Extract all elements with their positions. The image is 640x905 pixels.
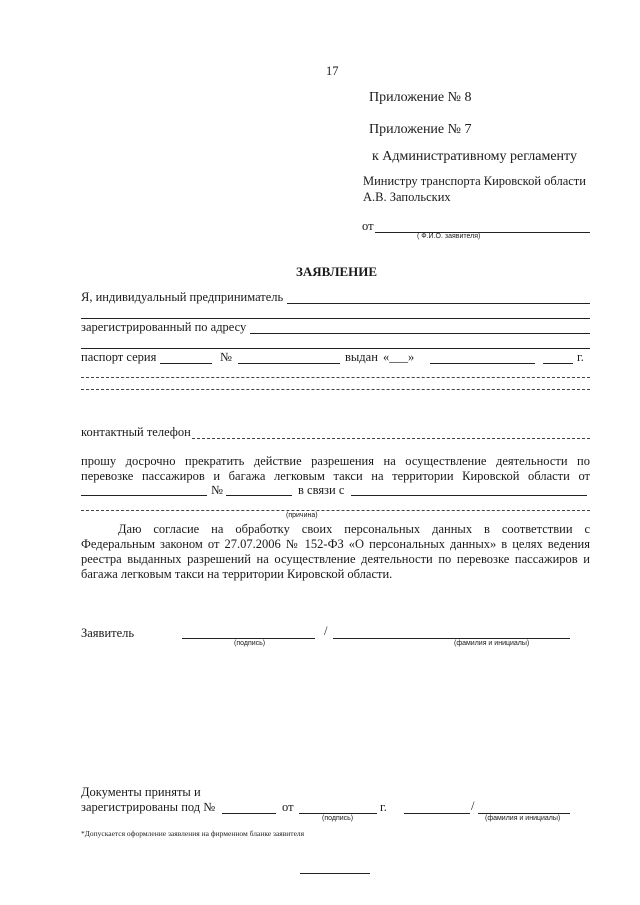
registration-year-suffix: г. bbox=[380, 800, 387, 814]
appendix-8-label: Приложение № 8 bbox=[369, 90, 472, 105]
footnote: *Допускается оформление заявления на фирменном бланке заявителя bbox=[81, 829, 305, 838]
from-label: от bbox=[362, 219, 374, 233]
reason-label: в связи с bbox=[298, 483, 345, 497]
passport-number-line[interactable] bbox=[238, 363, 340, 364]
registered-label: зарегистрированы под № bbox=[81, 800, 216, 814]
passport-series-label: паспорт серия bbox=[81, 350, 157, 364]
registrar-name-caption: (фамилия и инициалы) bbox=[485, 815, 561, 822]
applicant-name-caption: ( Ф.И.О. заявителя) bbox=[417, 233, 481, 240]
entrepreneur-name-line[interactable] bbox=[287, 303, 590, 304]
applicant-signature-line[interactable] bbox=[182, 638, 315, 639]
page-number: 17 bbox=[326, 64, 339, 78]
address-label: зарегистрированный по адресу bbox=[81, 320, 247, 334]
applicant-name-line[interactable] bbox=[375, 232, 590, 233]
issued-label: выдан bbox=[345, 350, 378, 364]
registration-from-label: от bbox=[282, 800, 294, 814]
permit-number-label: № bbox=[211, 483, 223, 497]
address-line[interactable] bbox=[250, 333, 590, 334]
registrar-signature-caption: (подпись) bbox=[322, 815, 354, 822]
registration-date-line[interactable] bbox=[299, 813, 377, 814]
document-title: ЗАЯВЛЕНИЕ bbox=[296, 264, 378, 279]
passport-series-line[interactable] bbox=[160, 363, 212, 364]
issued-month-line[interactable] bbox=[430, 363, 535, 364]
consent-line-4: багажа легковым такси на территории Кировской области. bbox=[81, 567, 393, 581]
consent-line-2: Федеральным законом от 27.07.2006 № 152-ФЗ «О персональных данных» в целях ведения bbox=[81, 537, 590, 551]
permit-number-line[interactable] bbox=[226, 495, 292, 496]
signature-slash: / bbox=[324, 624, 328, 638]
issued-day-field[interactable]: «___» bbox=[383, 350, 415, 364]
phone-line[interactable] bbox=[192, 438, 590, 439]
passport-number-label: № bbox=[220, 350, 232, 364]
reason-extra-line[interactable] bbox=[81, 510, 590, 511]
registrar-name-line[interactable] bbox=[478, 813, 570, 814]
bottom-divider bbox=[300, 873, 370, 874]
applicant-label: Заявитель bbox=[81, 626, 135, 640]
registration-number-line[interactable] bbox=[222, 813, 276, 814]
appendix-7-label: Приложение № 7 bbox=[369, 122, 472, 137]
consent-line-3: реестра выданных разрешений на осуществление деятельности по перевозке пассажиров и bbox=[81, 552, 590, 566]
permit-date-line[interactable] bbox=[81, 495, 207, 496]
issued-year-line[interactable] bbox=[543, 363, 573, 364]
phone-label: контактный телефон bbox=[81, 425, 191, 439]
request-line-1: прошу досрочно прекратить действие разрешения на осуществление деятельности по bbox=[81, 454, 590, 468]
minister-name: А.В. Запольских bbox=[363, 190, 451, 204]
reason-caption: (причина) bbox=[286, 512, 318, 519]
reason-line[interactable] bbox=[351, 495, 587, 496]
issued-year-suffix: г. bbox=[577, 350, 584, 364]
request-line-2: перевозке пассажиров и багажа легковым такси на территории Кировской области от bbox=[81, 469, 590, 483]
ministry-addressee: Министру транспорта Кировской области bbox=[363, 174, 586, 188]
registrar-signature-line[interactable] bbox=[404, 813, 470, 814]
entrepreneur-extra-line[interactable] bbox=[81, 318, 590, 319]
signature-caption: (подпись) bbox=[234, 640, 266, 647]
accepted-label: Документы приняты и bbox=[81, 785, 201, 799]
entrepreneur-label: Я, индивидуальный предприниматель bbox=[81, 290, 284, 304]
issued-by-line-2[interactable] bbox=[81, 389, 590, 390]
issued-by-line-1[interactable] bbox=[81, 377, 590, 378]
regulation-label: к Административному регламенту bbox=[372, 149, 577, 164]
registration-slash: / bbox=[471, 799, 475, 813]
consent-line-1: Даю согласие на обработку своих персональных данных в соответствии с bbox=[118, 522, 590, 536]
applicant-fullname-line[interactable] bbox=[333, 638, 570, 639]
fullname-caption: (фамилия и инициалы) bbox=[454, 640, 530, 647]
address-extra-line[interactable] bbox=[81, 348, 590, 349]
